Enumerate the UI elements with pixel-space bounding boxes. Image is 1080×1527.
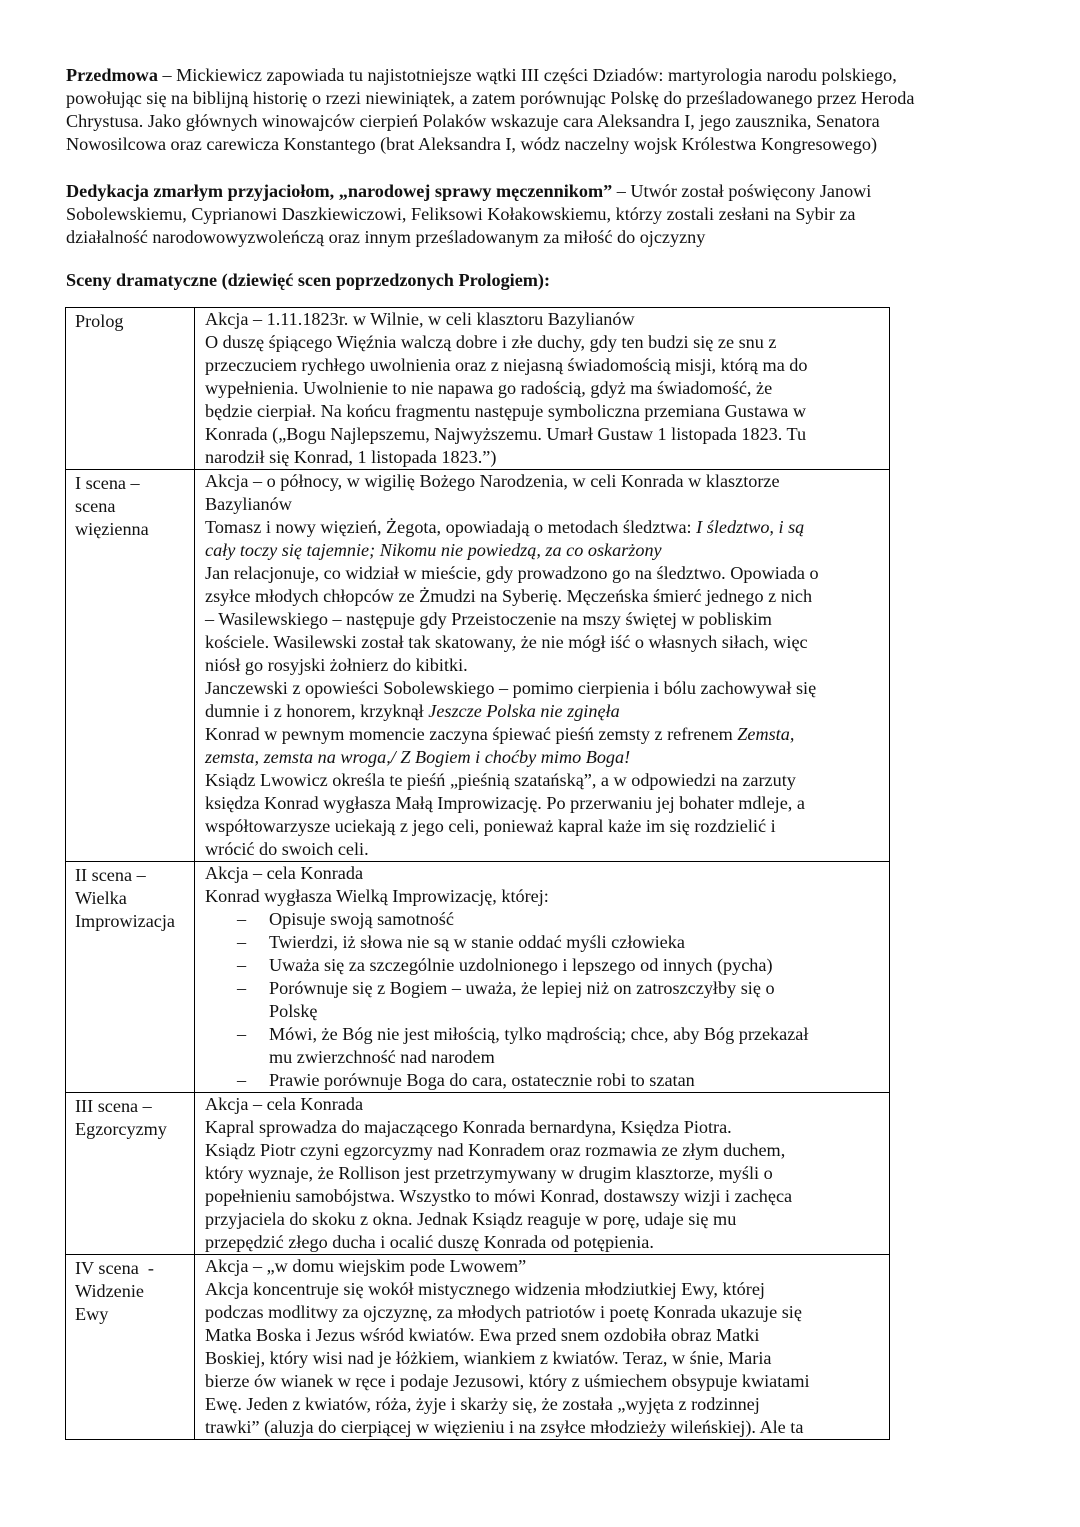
przedmowa-text-4: Nowosilcowa oraz carewicza Konstantego (brat Aleksandra I, wódz naczelny wojsk Królestwa Kongresowego) <box>66 134 878 154</box>
scene-label-line: więzienna <box>75 519 149 539</box>
dedykacja-paragraph <box>66 180 1016 249</box>
scene-label <box>66 1255 195 1440</box>
scene-text-line <box>205 700 883 723</box>
scene-text-line: Akcja – cela Konrada <box>205 1094 364 1114</box>
scene-text-segment: Konrad w pewnym momencie zaczyna śpiewać pieśń zemsty z refrenem <box>205 724 738 744</box>
quote-italic: zemsta, zemsta na wroga,/ Z Bogiem i choćby mimo Boga! <box>205 747 631 767</box>
list-item-line: mu zwierzchność nad narodem <box>269 1047 495 1067</box>
scenes-table <box>65 307 890 1440</box>
list-item <box>205 908 883 931</box>
scene-content <box>195 862 890 1093</box>
dedykacja-text-2: Sobolewskiemu, Cyprianowi Daszkiewiczowi, Feliksowi Kołakowskiemu, którzy zostali zesłani na Sybir za <box>66 204 856 224</box>
scene-text-line: Ksiądz Piotr czyni egzorcyzmy nad Konradem oraz rozmawia ze złym duchem, <box>205 1140 786 1160</box>
scene-text-line: Boskiej, który wisi nad je łóżkiem, wiankiem z kwiatów. Teraz, w śnie, Maria <box>205 1348 772 1368</box>
scene-content <box>195 1093 890 1255</box>
scene-text-segment: Tomasz i nowy więzień, Żegota, opowiadają o metodach śledztwa: <box>205 517 697 537</box>
table-row <box>66 1255 890 1440</box>
scene-text-line: Konrada („Bogu Najlepszemu, Najwyższemu. Umarł Gustaw 1 listopada 1823. Tu <box>205 424 807 444</box>
list-item <box>205 931 883 954</box>
scene-label-line: scena <box>75 496 116 516</box>
scene-text-line: podczas modlitwy za ojczyznę, za młodych patriotów i poetę Konrada ukazuje się <box>205 1302 802 1322</box>
scene-text-line: O duszę śpiącego Więźnia walczą dobre i złe duchy, gdy ten budzi się ze snu z <box>205 332 777 352</box>
scene-text-line: Akcja – cela Konrada <box>205 863 364 883</box>
scene-text-line: przyjaciela do skoku z okna. Jednak Ksiądz reaguje w porę, udaje się mu <box>205 1209 737 1229</box>
przedmowa-text-1: – Mickiewicz zapowiada tu najistotniejsze wątki III części Dziadów: martyrologia narodu polskiego, <box>157 65 897 85</box>
przedmowa-text-3: Chrystusa. Jako głównych winowajców cierpień Polaków wskazuje cara Aleksandra I, jego zausznika, Senatora <box>66 111 880 131</box>
scene-text-line: Akcja koncentruje się wokół mistycznego widzenia młodziutkiej Ewy, której <box>205 1279 765 1299</box>
scene-text-line: Bazylianów <box>205 494 292 514</box>
list-item-line: – Uważa się za szczególnie uzdolnionego i lepszego od innych (pycha) <box>269 955 773 975</box>
sceny-heading: Sceny dramatyczne (dziewięć scen poprzedzonych Prologiem): <box>66 270 551 290</box>
scene-text-line <box>205 746 883 769</box>
scene-text-line: Ksiądz Lwowicz określa te pieśń „pieśnią szatańską”, a w odpowiedzi na zarzuty <box>205 770 796 790</box>
scene-text-line: Matka Boska i Jezus wśród kwiatów. Ewa przed snem ozdobiła obraz Matki <box>205 1325 760 1345</box>
scene-label <box>66 470 195 862</box>
scene-text-line: przepędzić złego ducha i ocalić duszę Konrada od potępienia. <box>205 1232 654 1252</box>
scene-text-line: przeczuciem rychłego uwolnienia oraz z niejasną świadomością misji, którą ma do <box>205 355 808 375</box>
scene-text-line: który wyznaje, że Rollison jest przetrzymywany w drugim klasztorze, myśli o <box>205 1163 773 1183</box>
scene-label <box>66 1093 195 1255</box>
scene-content <box>195 1255 890 1440</box>
scene-content <box>195 308 890 470</box>
scene-text-line: kościele. Wasilewski został tak skatowany, że nie mógł iść o własnych siłach, więc <box>205 632 808 652</box>
scene-text-line <box>205 516 883 539</box>
scene-text-line: Akcja – o północy, w wigilię Bożego Narodzenia, w celi Konrada w klasztorze <box>205 471 780 491</box>
scene-text-line <box>205 539 883 562</box>
list-item <box>205 1023 883 1069</box>
dedykacja-text-1: – Utwór został poświęcony Janowi <box>612 181 872 201</box>
scene-label-line: IV scena - <box>75 1258 154 1278</box>
quote-italic: Jeszcze Polska nie zginęła <box>428 701 620 721</box>
scene-text-line: popełnieniu samobójstwa. Wszystko to mówi Konrad, dostawszy wizji i zachęca <box>205 1186 793 1206</box>
list-item-line: – Mówi, że Bóg nie jest miłością, tylko mądrością; chce, aby Bóg przekazał <box>269 1024 809 1044</box>
scene-text-line: zsyłce młodych chłopców ze Żmudzi na Syberię. Męczeńska śmierć jednego z nich <box>205 586 813 606</box>
scene-label <box>66 308 195 470</box>
quote-italic: Zemsta, <box>737 724 795 744</box>
scene-text-line: bierze ów wianek w ręce i podaje Jezusowi, który z uśmiechem obsypuje kwiatami <box>205 1371 810 1391</box>
list-item-line: Polskę <box>269 1001 318 1021</box>
scene-text-line: Jan relacjonuje, co widział w mieście, gdy prowadzono go na śledztwo. Opowiada o <box>205 563 819 583</box>
dedykacja-lead: Dedykacja zmarłym przyjaciołom, „narodowej sprawy męczennikom” <box>66 181 613 201</box>
scene-text-segment: dumnie i z honorem, krzyknął <box>205 701 429 721</box>
scene-text-line: będzie cierpiał. Na końcu fragmentu następuje symboliczna przemiana Gustawa w <box>205 401 806 421</box>
scene-label-line: I scena – <box>75 473 140 493</box>
scene-label-line: Prolog <box>75 311 124 331</box>
scene-label-line: II scena – <box>75 865 146 885</box>
scene-text-line: Janczewski z opowieści Sobolewskiego – pomimo cierpienia i bólu zachowywał się <box>205 678 817 698</box>
przedmowa-lead: Przedmowa <box>66 65 158 85</box>
scene-text-line: Konrad wygłasza Wielką Improwizację, której: <box>205 886 549 906</box>
scene-label <box>66 862 195 1093</box>
scene-text-line: Kapral sprowadza do majaczącego Konrada bernardyna, Księdza Piotra. <box>205 1117 732 1137</box>
scene-text-line: trawki” (aluzja do cierpiącej w więzieniu i na zsyłce młodzieży wileńskiej). Ale ta <box>205 1417 804 1437</box>
scene-label-line: Widzenie <box>75 1281 144 1301</box>
scene-text-line: księdza Konrad wygłasza Małą Improwizację. Po przerwaniu jej bohater mdleje, a <box>205 793 805 813</box>
scene-label-line: Improwizacja <box>75 911 175 931</box>
scene-label-line: Egzorcyzmy <box>75 1119 167 1139</box>
scene-text-line: współtowarzysze uciekają z jego celi, ponieważ kapral każe im się rozdzielić i <box>205 816 776 836</box>
list-item-line: – Twierdzi, iż słowa nie są w stanie oddać myśli człowieka <box>269 932 685 952</box>
list-item <box>205 1069 883 1092</box>
scene-text-line <box>205 723 883 746</box>
table-row <box>66 1093 890 1255</box>
quote-italic: I śledztwo, i są <box>696 517 805 537</box>
scene-label-line: Ewy <box>75 1304 109 1324</box>
przedmowa-text-2: powołując się na biblijną historię o rzezi niewiniątek, a zatem porównując Polskę do prześladowanego przez Heroda <box>66 88 915 108</box>
scene-content <box>195 470 890 862</box>
list-item <box>205 954 883 977</box>
bullet-list <box>205 908 883 1092</box>
quote-italic: cały toczy się tajemnie; Nikomu nie powiedzą, za co oskarżony <box>205 540 662 560</box>
scene-label-line: Wielka <box>75 888 127 908</box>
scene-text-line: wrócić do swoich celi. <box>205 839 369 859</box>
scene-text-line: niósł go rosyjski żołnierz do kibitki. <box>205 655 468 675</box>
list-item-line: – Opisuje swoją samotność <box>269 909 454 929</box>
scene-text-line: Akcja – „w domu wiejskim pode Lwowem” <box>205 1256 527 1276</box>
table-row <box>66 308 890 470</box>
scene-text-line: Ewę. Jeden z kwiatów, róża, żyje i skarży się, że została „wyjęta z rodzinnej <box>205 1394 760 1414</box>
scene-text-line: Akcja – 1.11.1823r. w Wilnie, w celi klasztoru Bazylianów <box>205 309 635 329</box>
dedykacja-text-3: działalność narodowowyzwoleńczą oraz innym prześladowanym za miłość do ojczyzny <box>66 227 706 247</box>
scene-text-line: narodził się Konrad, 1 listopada 1823.”) <box>205 447 497 467</box>
scene-label-line: III scena – <box>75 1096 152 1116</box>
scene-text-line: wypełnienia. Uwolnienie to nie napawa go radością, gdyż ma świadomość, że <box>205 378 773 398</box>
list-item-line: – Prawie porównuje Boga do cara, ostatecznie robi to szatan <box>269 1070 695 1090</box>
table-row <box>66 470 890 862</box>
list-item-line: – Porównuje się z Bogiem – uważa, że lepiej niż on zatroszczyłby się o <box>269 978 775 998</box>
list-item <box>205 977 883 1023</box>
table-row <box>66 862 890 1093</box>
przedmowa-paragraph <box>66 64 1016 156</box>
scene-text-line: – Wasilewskiego – następuje gdy Przeistoczenie na mszy świętej w pobliskim <box>205 609 772 629</box>
